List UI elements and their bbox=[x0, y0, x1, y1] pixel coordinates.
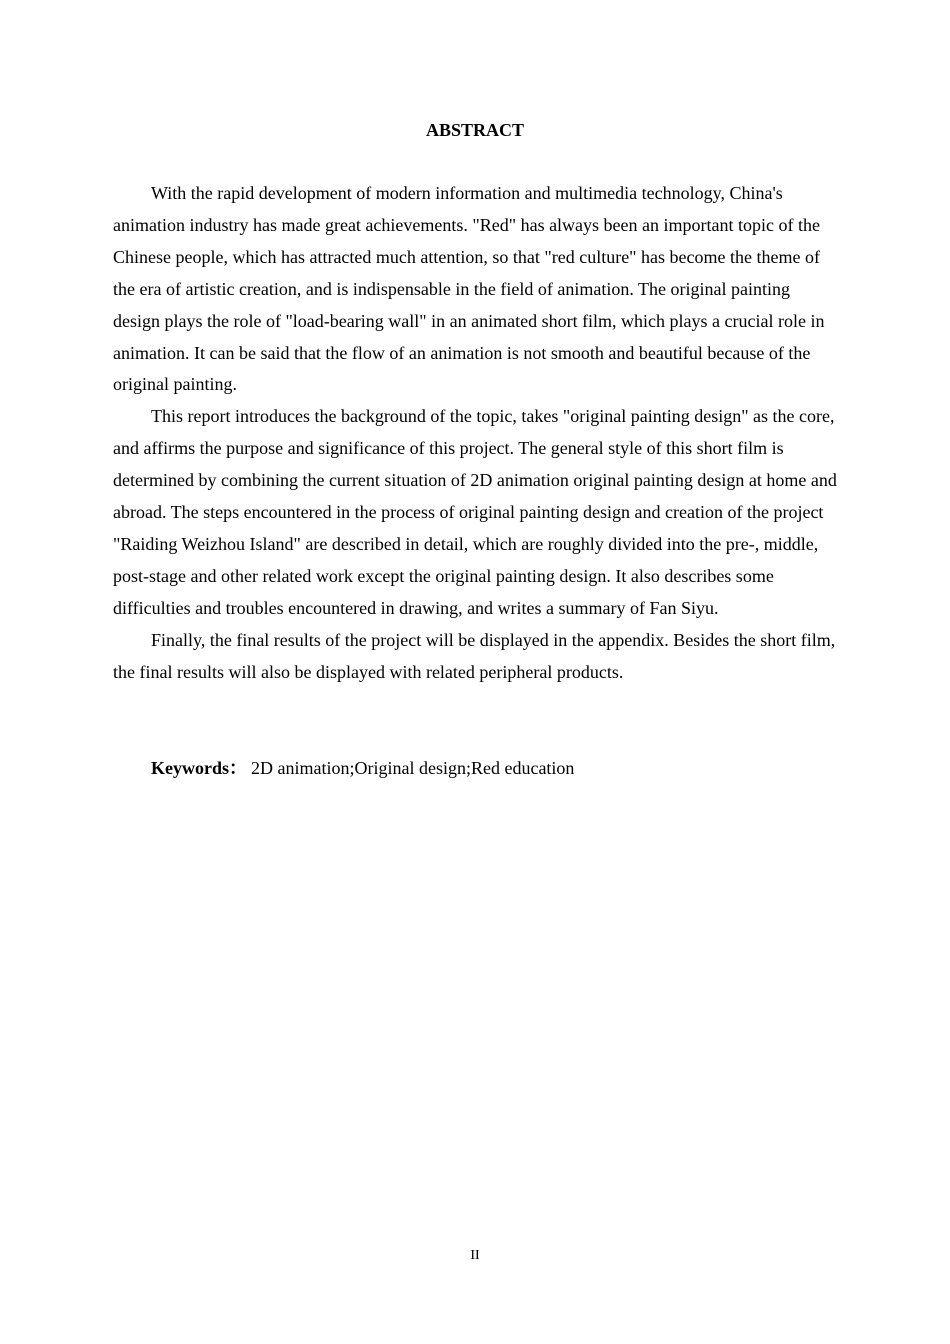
page-number: II bbox=[470, 1248, 480, 1263]
keywords-label: Keywords bbox=[151, 758, 229, 778]
page-title: ABSTRACT bbox=[425, 120, 525, 140]
keywords-value: 2D animation;Original design;Red education bbox=[251, 758, 575, 778]
keywords-line bbox=[151, 753, 574, 785]
abstract-paragraph-2: This report introduces the background of the topic, takes "original painting design" as the core, and affirms the purpose and significance of this project. The general style of this short film is determined by combining the current situation of 2D animation original painting design at home and abroad. The steps encountered in the process of original painting design and creation of the project "Raiding Weizhou Island" are described in detail, which are roughly divided into the pre-, middle, post-stage and other related work except the original painting design. It also describes some difficulties and troubles encountered in drawing, and writes a summary of Fan Siyu. bbox=[113, 406, 837, 618]
abstract-paragraph-3: Finally, the final results of the project will be displayed in the appendix. Besides the short film, the final results will also be displayed with related peripheral products. bbox=[113, 629, 836, 682]
abstract-paragraph-1: With the rapid development of modern information and multimedia technology, China's animation industry has made great achievements. "Red" has always been an important topic of the Chinese people, which has attracted much attention, so that "red culture" has become the theme of the era of artistic creation, and is indispensable in the field of animation. The original painting design plays the role of "load-bearing wall" in an animated short film, which plays a crucial role in animation. It can be said that the flow of an animation is not smooth and beautiful because of the original painting. bbox=[113, 183, 825, 395]
keywords-separator: ： bbox=[229, 758, 247, 778]
abstract-body bbox=[113, 178, 837, 689]
